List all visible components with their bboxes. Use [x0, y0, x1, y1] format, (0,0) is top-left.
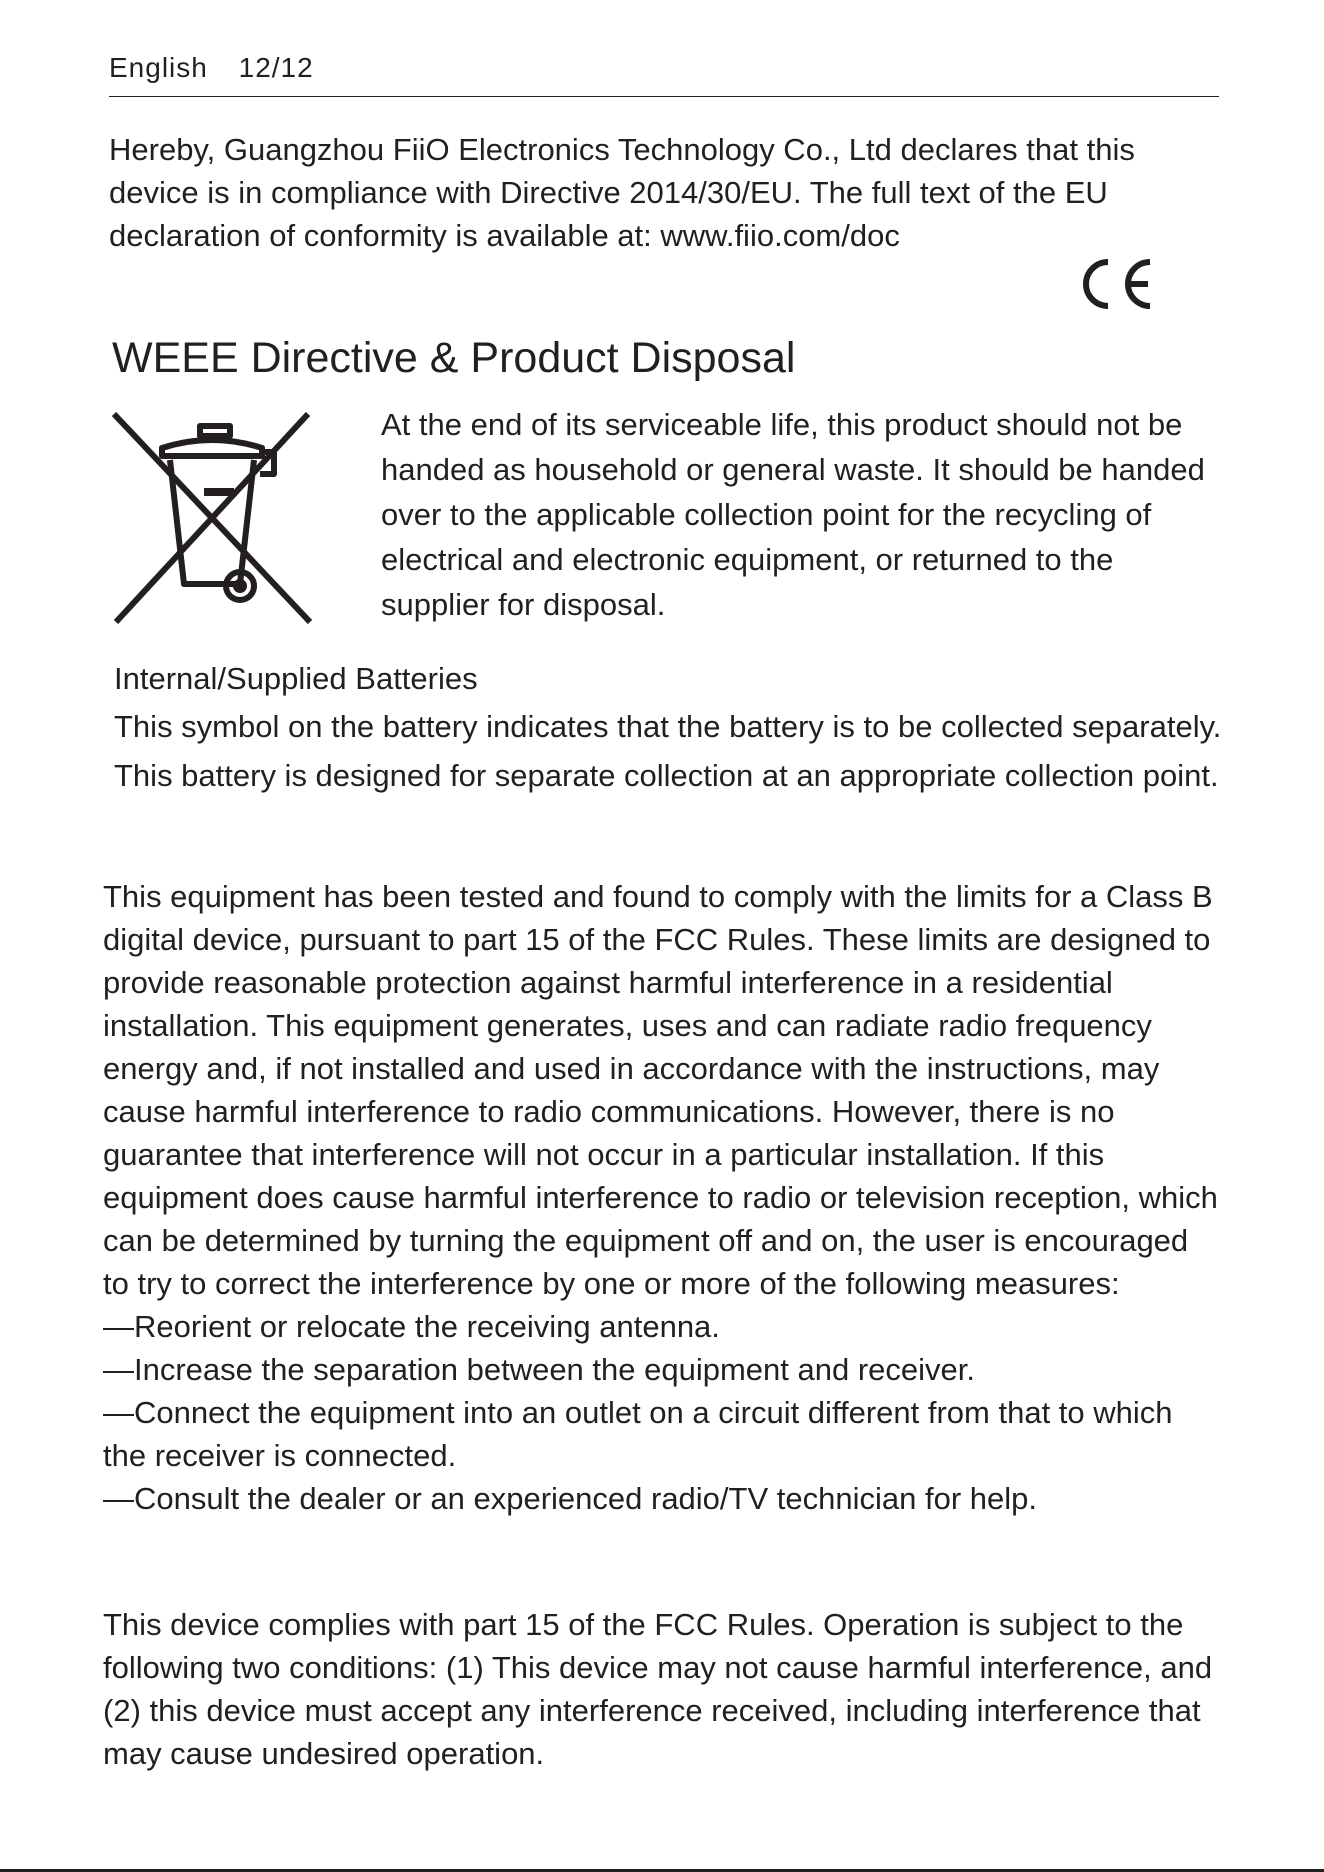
crossed-out-wheelie-bin-icon: [112, 412, 312, 624]
weee-section-title: WEEE Directive & Product Disposal: [112, 334, 796, 382]
fcc-measure: —Reorient or relocate the receiving antenna.: [103, 1309, 720, 1344]
eu-declaration: Hereby, Guangzhou FiiO Electronics Technology Co., Ltd declares that this device is in compliance with Directive 2014/30/EU. The full text of the EU declaration of conformity is available at: www.fiio.com/doc: [109, 132, 1135, 253]
fcc-compliance: This device complies with part 15 of the FCC Rules. Operation is subject to the following two conditions: (1) This device may not cause harmful interference, and (2) this device must accept any interference received, including interference that may cause undesired operation.: [103, 1607, 1213, 1771]
fcc-measure: —Increase the separation between the equipment and receiver.: [103, 1352, 975, 1387]
fcc-measure: —Consult the dealer or an experienced radio/TV technician for help.: [103, 1481, 1037, 1516]
batteries-title: Internal/Supplied Batteries: [114, 661, 478, 696]
fcc-statement: [103, 875, 1221, 1520]
language-label: English: [109, 52, 208, 83]
page-header: [109, 52, 1219, 97]
weee-disposal-text: At the end of its serviceable life, this product should not be handed as household or general waste. It should be handed over to the applicable collection point for the recycling of electrical and electronic equipment, or returned to the supplier for disposal.: [381, 407, 1205, 622]
fcc-intro: This equipment has been tested and found to comply with the limits for a Class B digital device, pursuant to part 15 of the FCC Rules. These limits are designed to provide reasonable protection against harmful interference in a residential installation. This equipment generates, uses and can radiate radio frequency energy and, if not installed and used in accordance with the instructions, may cause harmful interference to radio communications. However, there is no guarantee that interference will not occur in a particular installation. If this equipment does cause harmful interference to radio or television reception, which can be determined by turning the equipment off and on, the user is encouraged to try to correct the interference by one or more of the following measures:: [103, 879, 1218, 1301]
page-number: 12/12: [238, 52, 314, 83]
batteries-text: This symbol on the battery indicates that the battery is to be collected separately. This battery is designed for separate collection at an appropriate collection point.: [114, 709, 1222, 793]
ce-mark-icon: [1074, 256, 1154, 312]
fcc-measure: —Connect the equipment into an outlet on a circuit different from that to which the receiver is connected.: [103, 1395, 1173, 1473]
